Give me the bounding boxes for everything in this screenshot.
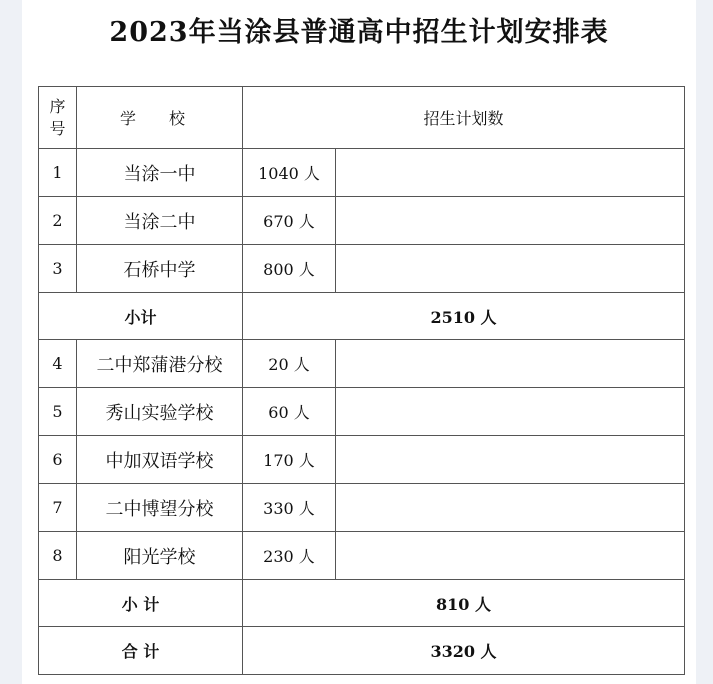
blank-cell [336,436,685,484]
school-name: 二中郑蒲港分校 [77,340,243,388]
document-title: 2023年当涂县普通高中招生计划安排表 [109,17,609,48]
row-number: 1 [39,149,77,197]
school-name: 阳光学校 [77,532,243,580]
subtotal-value: 2510 人 [243,293,685,340]
table-row [39,436,685,484]
header-num-cell [39,87,77,149]
blank-cell [336,197,685,245]
school-name: 石桥中学 [77,245,243,293]
enrollment-count: 230 人 [243,532,336,580]
table-row [39,532,685,580]
total-value: 3320 人 [243,627,685,675]
enrollment-plan-table [38,86,685,675]
school-name: 当涂二中 [77,197,243,245]
table-row [39,484,685,532]
row-number: 7 [39,484,77,532]
header-plan-label: 招生计划数 [243,87,685,149]
document-page [22,0,696,684]
header-num-label-1: 序 [49,96,66,116]
school-name: 中加双语学校 [77,436,243,484]
row-number: 2 [39,197,77,245]
table-row [39,245,685,293]
row-number: 3 [39,245,77,293]
enrollment-count: 330 人 [243,484,336,532]
table-row [39,149,685,197]
row-number: 6 [39,436,77,484]
subtotal-label: 小 计 [39,580,243,627]
blank-cell [336,484,685,532]
blank-cell [336,340,685,388]
enrollment-count: 1040 人 [243,149,336,197]
blank-cell [336,388,685,436]
enrollment-count: 170 人 [243,436,336,484]
blank-cell [336,245,685,293]
subtotal-row [39,580,685,627]
blank-cell [336,532,685,580]
subtotal-row [39,293,685,340]
table-row [39,388,685,436]
school-name: 秀山实验学校 [77,388,243,436]
table-row [39,340,685,388]
total-label: 合 计 [39,627,243,675]
enrollment-count: 20 人 [243,340,336,388]
header-num-label-2: 号 [49,118,66,138]
row-number: 8 [39,532,77,580]
school-name: 二中博望分校 [77,484,243,532]
subtotal-value: 810 人 [243,580,685,627]
enrollment-count: 60 人 [243,388,336,436]
table-header-row [39,87,685,149]
subtotal-label: 小计 [39,293,243,340]
school-name: 当涂一中 [77,149,243,197]
blank-cell [336,149,685,197]
table-row [39,197,685,245]
enrollment-count: 670 人 [243,197,336,245]
row-number: 4 [39,340,77,388]
header-school-label: 学 校 [77,87,243,149]
row-number: 5 [39,388,77,436]
enrollment-count: 800 人 [243,245,336,293]
total-row [39,627,685,675]
